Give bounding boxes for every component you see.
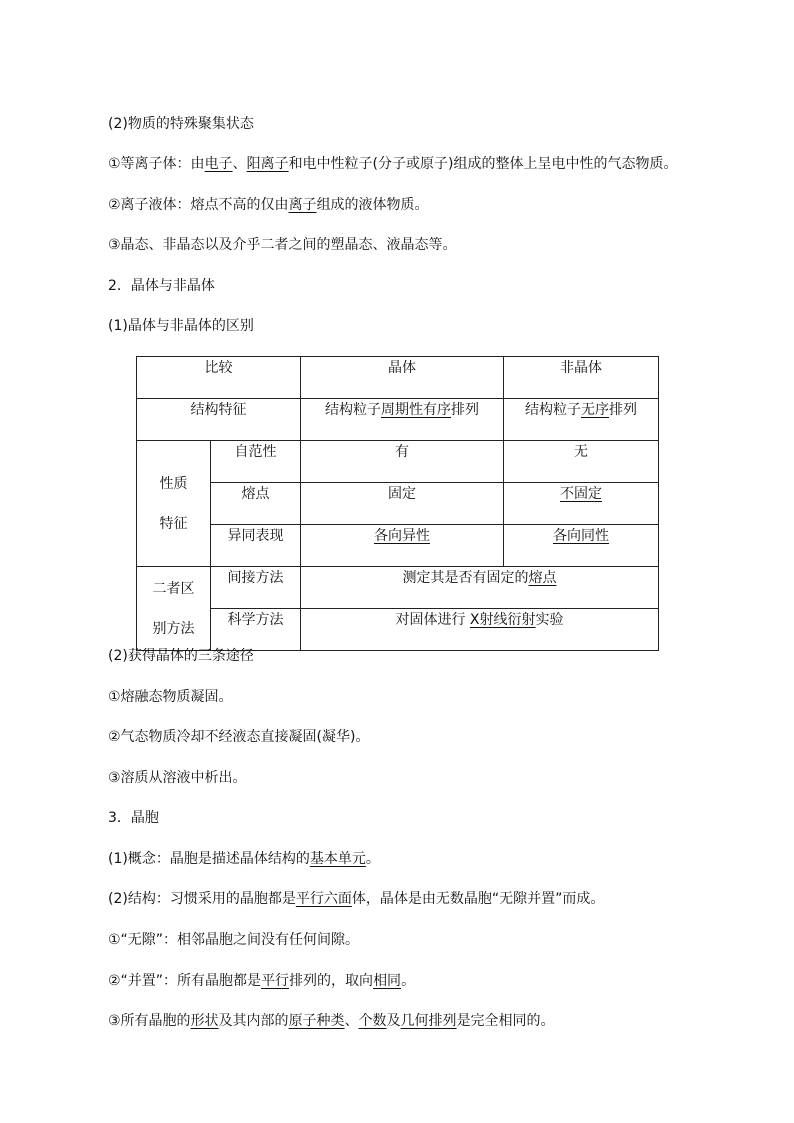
states-line: ③晶态、非晶态以及介乎二者之间的塑晶态、液晶态等。 [108,237,457,253]
self-shaping-label: 自范性 [211,441,301,483]
blank-cation: 阳离子 [246,156,289,172]
self-shaping-noncrystal: 无 [504,441,659,483]
anisotropy-label: 异同表现 [211,525,301,567]
difference-heading: (1)晶体与非晶体的区别 [108,318,254,334]
blank-geometry: 几何排列 [400,1013,457,1029]
table-row [137,609,659,651]
plasma-line: ①等离子体：由电子、阳离子和电中性粒子(分子或原子)组成的整体上呈电中性的气态物质。 [108,156,678,172]
blank-same: 相同 [373,973,402,989]
table-row [137,525,659,567]
melting-point-crystal: 固定 [301,483,504,525]
header-noncrystal: 非晶体 [504,357,659,399]
blank-parallelepiped: 平行六面 [295,891,352,907]
property-group-label: 性质 特征 [137,441,211,567]
structure-noncrystal: 结构粒子无序排列 [504,399,659,441]
table-row [137,357,659,399]
science-method-value: 对固体进行 X射线衍射实验 [301,609,659,651]
anisotropy-crystal: 各向异性 [301,525,504,567]
ionic-liquid-line: ②离子液体：熔点不高的仅由离子组成的液体物质。 [108,197,429,213]
table-row [137,567,659,609]
heading-special-states: (2)物质的特殊聚集状态 [108,116,254,132]
method-solution-line: ③溶质从溶液中析出。 [108,770,247,786]
melting-point-noncrystal: 不固定 [504,483,659,525]
indirect-method-label: 间接方法 [211,567,301,609]
table-row [137,399,659,441]
table-row [137,441,659,483]
method-desublimation-line: ②气态物质冷却不经液态直接凝固(凝华)。 [108,729,370,745]
blank-ion: 离子 [288,197,317,213]
structure-label: 结构特征 [137,399,301,441]
juxtaposition-line: ②“并置”：所有晶胞都是平行排列的，取向相同。 [108,973,416,989]
blank-atom-types: 原子种类 [288,1013,345,1029]
header-crystal: 晶体 [301,357,504,399]
anisotropy-noncrystal: 各向同性 [504,525,659,567]
section-3-heading: 3．晶胞 [108,810,159,826]
table-row [137,483,659,525]
no-gap-line: ①“无隙”：相邻晶胞之间没有任何间隙。 [108,932,360,948]
science-method-label: 科学方法 [211,609,301,651]
indirect-method-value: 测定其是否有固定的熔点 [301,567,659,609]
method-melt-line: ①熔融态物质凝固。 [108,689,233,705]
self-shaping-crystal: 有 [301,441,504,483]
obtain-crystal-heading: (2)获得晶体的三条途径 [108,648,254,664]
blank-count: 个数 [358,1013,387,1029]
blank-parallel: 平行 [261,973,290,989]
melting-point-label: 熔点 [211,483,301,525]
identical-cells-line: ③所有晶胞的形状及其内部的原子种类、个数及几何排列是完全相同的。 [108,1013,555,1029]
blank-shape: 形状 [190,1013,219,1029]
header-compare: 比较 [137,357,301,399]
comparison-table [136,356,659,651]
blank-basic-unit: 基本单元 [309,851,366,867]
structure-crystal: 结构粒子周期性有序排列 [301,399,504,441]
blank-electron: 电子 [204,156,233,172]
method-group-label: 二者区 别方法 [137,567,211,651]
section-2-heading: 2．晶体与非晶体 [108,278,215,294]
unit-cell-structure-line: (2)结构：习惯采用的晶胞都是平行六面体，晶体是由无数晶胞“无隙并置”而成。 [108,891,605,907]
unit-cell-concept-line: (1)概念：晶胞是描述晶体结构的基本单元。 [108,851,380,867]
